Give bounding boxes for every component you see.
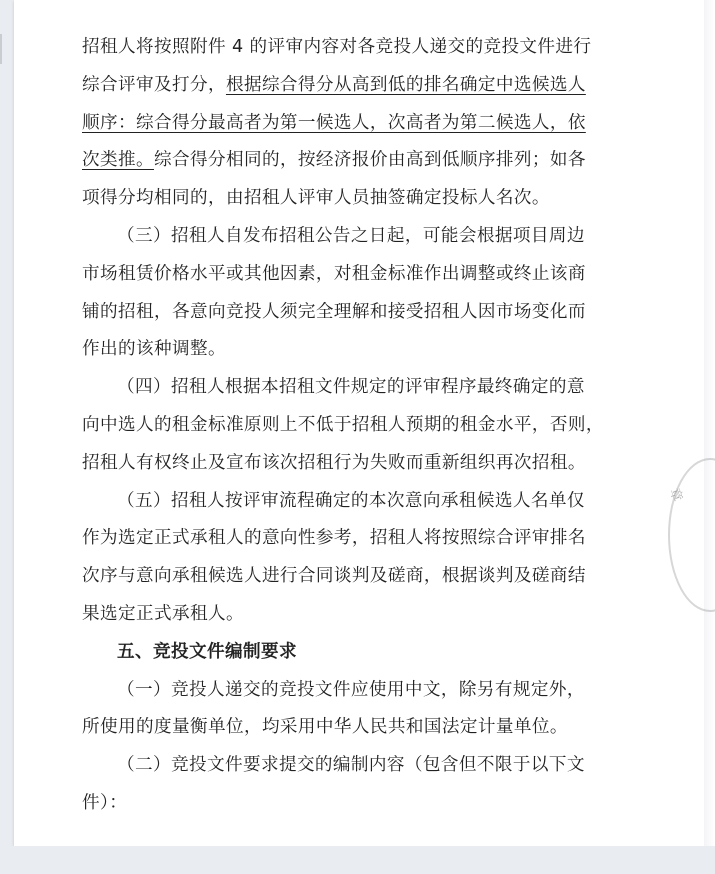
paragraph-line: 作出的该种调整。 xyxy=(82,339,226,360)
line-text: 综合评审及打分， xyxy=(82,74,226,95)
page-content xyxy=(82,29,642,823)
paragraph-line: 作为选定正式承租人的意向性参考，招租人将按照综合评审排名 xyxy=(82,528,586,549)
paragraph-line: 招租人将按照附件 4 的评审内容对各竞投人递交的竞投文件进行 xyxy=(82,37,592,57)
paragraph-line: （一）竞投人递交的竞投文件应使用中文，除另有规定外， xyxy=(117,679,585,700)
paragraph-line: 果选定正式承租人。 xyxy=(82,603,244,624)
paragraph-line: （五）招租人按评审流程确定的本次意向承租候选人名单仅 xyxy=(117,490,585,511)
page-edge xyxy=(704,0,715,846)
paragraph-line xyxy=(82,67,642,105)
paragraph-line: （三）招租人自发布招租公告之日起，可能会根据项目周边 xyxy=(117,225,585,246)
viewer-bottom-bar xyxy=(0,846,715,874)
paragraph-line: 件）： xyxy=(82,792,128,813)
paragraph-line: 市场租赁价格水平或其他因素，对租金标准作出调整或终止该商 xyxy=(82,263,586,284)
paragraph-line: 向中选人的租金标准原则上不低于招租人预期的租金水平，否则， xyxy=(82,414,604,435)
paragraph-line: 次序与意向承租候选人进行合同谈判及磋商，根据谈判及磋商结 xyxy=(82,566,586,587)
paragraph-line: （四）招租人根据本招租文件规定的评审程序最终确定的意 xyxy=(117,377,585,398)
underlined-text: 顺序：综合得分最高者为第一候选人，次高者为第二候选人，依 xyxy=(82,112,586,133)
paragraph-line: 所使用的度量衡单位，均采用中华人民共和国法定计量单位。 xyxy=(82,717,568,738)
paragraph-line: 铺的招租，各意向竞投人须完全理解和接受招租人因市场变化而 xyxy=(82,301,586,322)
paragraph-line xyxy=(82,142,642,180)
left-edge-mark xyxy=(0,34,2,64)
paragraph-line: 项得分均相同的，由招租人评审人员抽签确定投标人名次。 xyxy=(82,188,550,209)
seal-stamp-text: 章 xyxy=(666,486,685,504)
paragraph-line: 招租人有权终止及宣布该次招租行为失败而重新组织再次招租。 xyxy=(82,452,586,473)
underlined-text: 次类推。 xyxy=(82,150,154,171)
section-heading: 五、竞投文件编制要求 xyxy=(117,641,297,662)
paragraph-line: （二）竞投文件要求提交的编制内容（包含但不限于以下文 xyxy=(117,755,585,776)
underlined-text: 根据综合得分从高到低的排名确定中选候选人 xyxy=(225,74,586,95)
paragraph-line xyxy=(82,105,642,143)
line-text: 综合得分相同的，按经济报价由高到低顺序排列；如各 xyxy=(153,150,586,171)
